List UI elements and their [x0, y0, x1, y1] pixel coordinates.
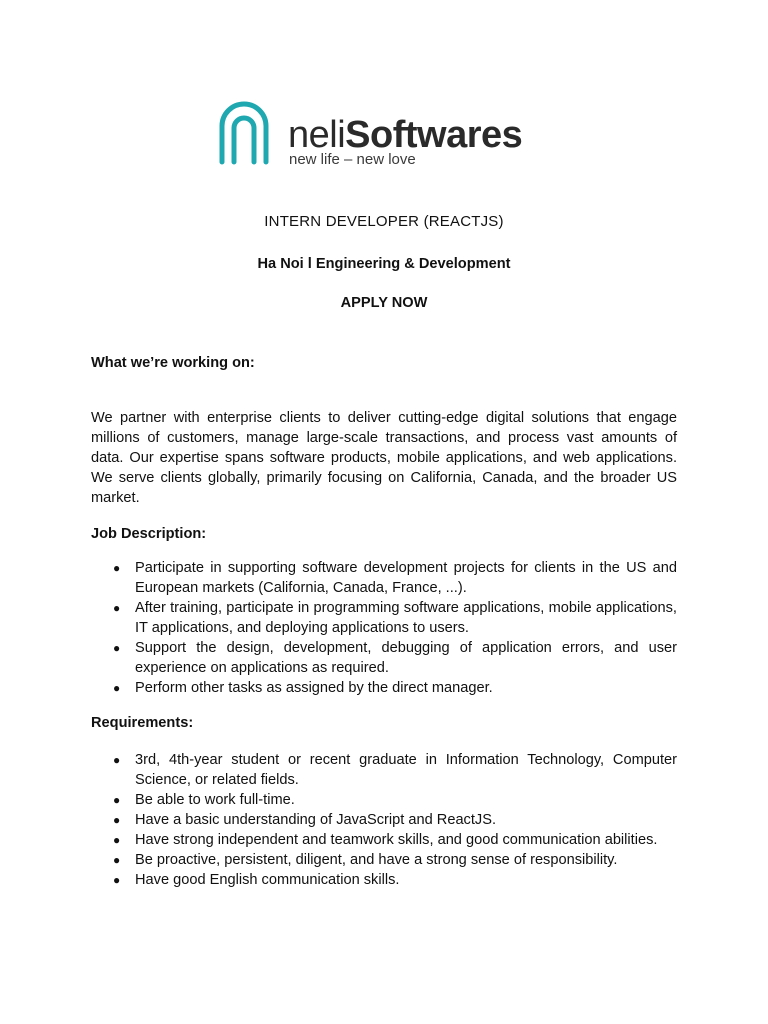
neli-logo-icon: [216, 100, 276, 170]
job-location-department: Ha Noi l Engineering & Development: [257, 256, 511, 272]
list-item: ● After training, participate in programming software applications, mobile applications, IT applications, and deploying applications to users.: [113, 600, 677, 636]
working-on-paragraph: We partner with enterprise clients to deliver cutting-edge digital solutions that engage millions of customers, manage large-scale transactions, and process vast amounts of data. Our expertise spans software products, mobile applications, and web applications. We serve clients globally, primarily focusing on California, Canada, and the broader US market.: [91, 410, 677, 506]
list-item: ● Perform other tasks as assigned by the direct manager.: [113, 680, 493, 696]
requirements-list: [91, 750, 677, 890]
bullet-icon: ●: [113, 853, 121, 867]
bullet-icon: ●: [113, 641, 121, 655]
job-description-heading: Job Description:: [91, 526, 207, 542]
list-item: ● 3rd, 4th-year student or recent graduate in Information Technology, Computer Science, or related fields.: [113, 752, 677, 788]
list-item: ● Be proactive, persistent, diligent, and have a strong sense of responsibility.: [113, 852, 618, 868]
bullet-icon: ●: [113, 561, 121, 575]
brand-name-bold: Softwares: [345, 114, 523, 156]
list-item: ● Have good English communication skills.: [113, 872, 400, 888]
bullet-icon: ●: [113, 873, 121, 887]
company-logo: [216, 100, 523, 170]
bullet-icon: ●: [113, 601, 121, 615]
list-item: ● Be able to work full-time.: [113, 792, 295, 808]
bullet-icon: ●: [113, 681, 121, 695]
brand-name: [288, 116, 522, 154]
apply-now-link[interactable]: APPLY NOW: [340, 295, 428, 311]
job-description-list: [91, 558, 677, 698]
list-item: ● Participate in supporting software development projects for clients in the US and European markets (California, Canada, France, ...).: [113, 560, 677, 596]
requirements-heading: Requirements:: [91, 715, 194, 731]
brand-name-light: neli: [288, 114, 346, 156]
bullet-icon: ●: [113, 833, 121, 847]
list-item: ● Have strong independent and teamwork skills, and good communication abilities.: [113, 832, 658, 848]
bullet-icon: ●: [113, 753, 121, 767]
list-item: ● Support the design, development, debugging of application errors, and user experience on applications as required.: [113, 640, 677, 676]
list-item: ● Have a basic understanding of JavaScript and ReactJS.: [113, 812, 496, 828]
brand-tagline: new life – new love: [289, 151, 416, 168]
job-title: INTERN DEVELOPER (REACTJS): [264, 213, 504, 230]
bullet-icon: ●: [113, 813, 121, 827]
bullet-icon: ●: [113, 793, 121, 807]
working-on-heading: What we’re working on:: [91, 355, 255, 371]
